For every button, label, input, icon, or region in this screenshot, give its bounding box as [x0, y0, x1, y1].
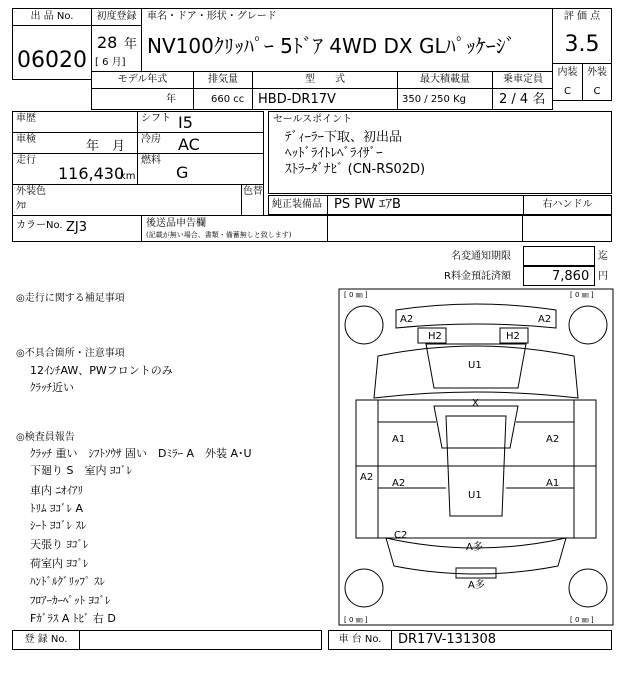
mileage-value: 116,430: [58, 164, 125, 183]
damage-mark: A2: [546, 434, 560, 445]
damage-mark: A2: [392, 478, 406, 489]
damage-mark: A1: [392, 434, 406, 445]
name-change-box: [523, 246, 595, 266]
interior-label: 内装: [557, 67, 578, 78]
recycle-unit: 円: [598, 271, 608, 282]
damage-mark: X: [472, 398, 479, 409]
grade-value: 3.5: [564, 32, 600, 57]
defect-notes-title: ◎不具合箇所・注意事項: [16, 348, 125, 359]
exterior-label: 外装: [587, 67, 607, 78]
chassis-label: 車 台 No.: [338, 634, 382, 645]
damage-mark: A2: [538, 314, 552, 325]
inspection-value: 年 月: [86, 139, 126, 154]
recycle-value: 7,860: [552, 269, 590, 284]
first-reg-month: [ 6 月]: [95, 57, 126, 68]
tire-size-label: [ 0 ㎜ ]: [570, 291, 594, 299]
color-change-label: 色替: [243, 186, 263, 197]
damage-mark: H2: [428, 331, 442, 342]
capacity-label: 乗車定員: [503, 74, 543, 85]
displacement-label: 排気量: [208, 74, 238, 85]
fuel-label: 燃料: [141, 155, 161, 166]
shift-value: I5: [178, 113, 193, 132]
lot-number: 06020: [17, 48, 87, 73]
mileage-unit: km: [120, 171, 136, 182]
damage-mark: A2: [360, 472, 374, 483]
type-value: HBD-DR17V: [258, 92, 336, 107]
damage-mark: H2: [506, 331, 520, 342]
chassis-value: DR17V-131308: [398, 632, 497, 647]
tire-size-label: [ 0 ㎜ ]: [344, 291, 368, 299]
damage-mark: U1: [468, 490, 482, 501]
inspector-line: ﾊﾝﾄﾞﾙｸﾞﾘｯﾌﾟ ｽﾚ: [30, 575, 105, 588]
inspector-notes-title: ◎検査員報告: [16, 432, 75, 443]
model-year-value: 年: [166, 94, 176, 105]
equipment-label: 純正装備品: [272, 199, 322, 210]
aftermarket-note: (記載が無い場合、書類・備蓄無しと致します): [146, 231, 292, 239]
interior-grade: C: [564, 86, 571, 97]
damage-mark: A2: [400, 314, 414, 325]
steering-value: 右ハンドル: [542, 199, 593, 210]
aux-box: [327, 215, 523, 242]
ac-value: AC: [178, 135, 200, 154]
defect-line: ｸﾗｯﾁ近い: [30, 381, 74, 394]
ac-label: 冷房: [141, 134, 161, 145]
max-load-label: 最大積載量: [420, 74, 470, 85]
displacement-value: 660 cc: [211, 94, 245, 105]
equipment-value: PS PW ｴｱB: [334, 197, 401, 212]
vehicle-name: NV100ｸﾘｯﾊﾟｰ 5ﾄﾞｱ 4WD DX GLﾊﾟｯｹｰｼﾞ: [147, 34, 516, 58]
inspector-line: ｼｰﾄ ﾖｺﾞﾚ ｽﾚ: [30, 519, 87, 532]
car-damage-diagram: [338, 288, 614, 628]
lot-label: 出 品 No.: [30, 11, 74, 22]
inspection-label: 車検: [16, 134, 36, 145]
sales-line: ｽﾄﾗｰﾀﾞﾅﾋﾞ (CN-RS02D): [285, 162, 426, 177]
damage-mark: A多: [466, 542, 483, 553]
ext-color-value: ｸﾛ: [16, 201, 26, 212]
mileage-label: 走行: [16, 155, 36, 166]
inspector-line: 下廻り S 室内 ﾖｺﾞﾚ: [30, 464, 132, 477]
inspector-line: Fｶﾞﾗｽ A ﾄﾋﾞ 右 D: [30, 612, 116, 625]
inspector-line: 車内 ﾆｵｲｱﾘ: [30, 484, 83, 497]
inspector-line: 荷室内 ﾖｺﾞﾚ: [30, 557, 89, 570]
damage-mark: A多: [468, 580, 485, 591]
sales-title: セールスポイント: [273, 114, 353, 125]
inspector-line: ﾌﾛｱｰｶｰﾍﾟｯﾄ ﾖｺﾞﾚ: [30, 594, 111, 607]
type-label: 型 式: [305, 74, 345, 85]
grade-label: 評 価 点: [563, 11, 601, 22]
vehicle-label: 車名・ドア・形状・グレード: [147, 11, 277, 22]
aux-box-right: [522, 215, 612, 242]
driving-notes-title: ◎走行に関する補足事項: [16, 293, 125, 304]
inspector-line: ｸﾗｯﾁ 重い ｼﾌﾄｿｳｻ 固い Dﾐﾗｰ A 外装 A･U: [30, 447, 252, 460]
reg-no-label: 登 録 No.: [24, 634, 68, 645]
aftermarket-label: 後送品申告欄: [146, 218, 206, 229]
capacity-value: 2 / 4 名: [499, 92, 546, 107]
ext-color-cell: [12, 184, 242, 216]
ext-color-label: 外装色: [16, 186, 46, 197]
color-no-label: カラーNo.: [16, 220, 63, 231]
recycle-label: R料金預託済額: [444, 271, 511, 282]
damage-mark: A1: [546, 478, 560, 489]
sales-line: ﾍｯﾄﾞﾗｲﾄﾚﾍﾞﾗｲｻﾞｰ: [285, 146, 383, 161]
tire-size-label: [ 0 ㎜ ]: [570, 616, 594, 624]
shift-label: シフト: [141, 113, 171, 124]
max-load-value: 350 / 250 Kg: [402, 94, 466, 105]
defect-line: 12ｲﾝﾁAW、PWフロントのみ: [30, 364, 173, 377]
model-year-label: モデル年式: [117, 74, 168, 85]
damage-mark: C2: [394, 530, 408, 541]
inspector-line: 天張り ﾖｺﾞﾚ: [30, 538, 89, 551]
color-no-value: ZJ3: [66, 220, 88, 235]
history-label: 車歴: [16, 113, 36, 124]
first-reg-year: 28: [97, 33, 118, 52]
first-reg-label: 初度登録: [96, 11, 137, 22]
name-change-unit: 迄: [598, 251, 608, 262]
name-change-label: 名変通知期限: [451, 251, 511, 262]
exterior-grade: C: [593, 86, 601, 97]
fuel-value: G: [176, 163, 189, 182]
inspector-line: ﾄﾘﾑ ﾖｺﾞﾚ A: [30, 502, 84, 515]
first-reg-year-suffix: 年: [124, 37, 138, 52]
damage-mark: U1: [468, 360, 482, 371]
sales-line: ﾃﾞｨｰﾗｰ下取、初出品: [285, 130, 403, 145]
tire-size-label: [ 0 ㎜ ]: [344, 616, 368, 624]
